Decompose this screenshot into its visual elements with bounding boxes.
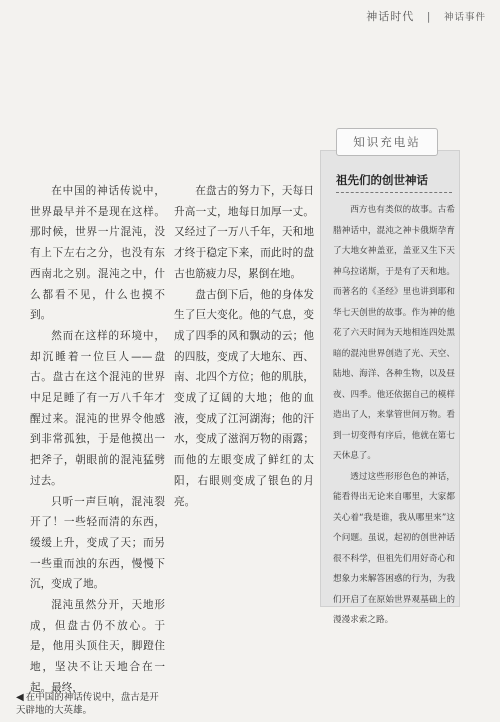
sidebar-divider: [336, 192, 452, 193]
sidebar-title: 祖先们的创世神话: [336, 173, 428, 187]
image-caption: [16, 691, 166, 717]
paragraph: 在中国的神话传说中，世界最早并不是现在这样。那时候，世界一片混沌，没有上下左右之分，也没有东西南北之别。混沌之中，什么都看不见，什么也摸不到。: [30, 185, 165, 322]
subsection-title: 神话事件: [443, 12, 486, 23]
paragraph: 只听一声巨响，混沌裂开了！一些轻而清的东西，缓缓上升，变成了天；而另一些重而浊的东西，慢慢下沉，变成了地。: [30, 495, 165, 591]
paragraph: 混沌虽然分开，天地形成，但盘古仍不放心。于是，他用头顶住天，脚蹬住地，坚决不让天地合在一起。最终，: [30, 599, 165, 694]
body-column-1: [30, 181, 165, 699]
caption-text: 在中国的神话传说中，盘古是开天辟地的大英雄。: [16, 692, 159, 716]
paragraph: 盘古倒下后，他的身体发生了巨大变化。他的气息，变成了四季的风和飘动的云；他的四肢，变成了大地东、西、南、北四个方位；他的肌肤，变成了辽阔的大地；他的血液，变成了江河湖海；他的汗水，变成了滋润万物的雨露；而他的左眼变成了鲜红的太阳，右眼则变成了银色的月亮。: [174, 288, 314, 508]
sidebar-tab-label: 知识充电站: [336, 128, 438, 156]
running-header: [366, 8, 486, 24]
paragraph: 在盘古的努力下，天每日升高一丈，地每日加厚一丈。又经过了一万八千年，天和地才终于稳定下来，而此时的盘古也筋疲力尽，累倒在地。: [174, 185, 314, 280]
paragraph: 然而在这样的环境中，却沉睡着一位巨人——盘古。盘古在这个混沌的世界中足足睡了有一万八千年才醒过来。混沌的世界令他感到非常孤独，于是他摸出一把斧子，朝眼前的混沌猛劈过去。: [30, 329, 165, 487]
header-separator: |: [426, 10, 432, 23]
section-title: 神话时代: [366, 10, 415, 23]
sidebar-paragraph: 透过这些形形色色的神话，能看得出无论来自哪里，大家都关心着“我是谁，我从哪里来”这个问题。虽说，起初的创世神话很不科学，但祖先们用好奇心和想象力来解答困惑的行为，为我们开启了在原始世界观基础上的漫漫求索之路。: [333, 471, 455, 625]
sidebar-paragraph: 西方也有类似的故事。古希腊神话中，混沌之神卡俄斯孕育了大地女神盖亚，盖亚又生下天神乌拉诺斯，于是有了天和地。而著名的《圣经》里也讲到耶和华七天创世的故事。作为神的他花了六天时间为天地相连四处黑暗的混沌世界创造了光、天空、陆地、海洋、各种生物，以及昼夜、四季。他还依据自己的模样造出了人，来掌管世间万物。看到一切变得有序后，他就在第七天休息了。: [333, 205, 455, 461]
caption-arrow-icon: ◀: [16, 692, 24, 703]
body-column-2: [174, 181, 314, 512]
sidebar-body: [333, 200, 455, 631]
